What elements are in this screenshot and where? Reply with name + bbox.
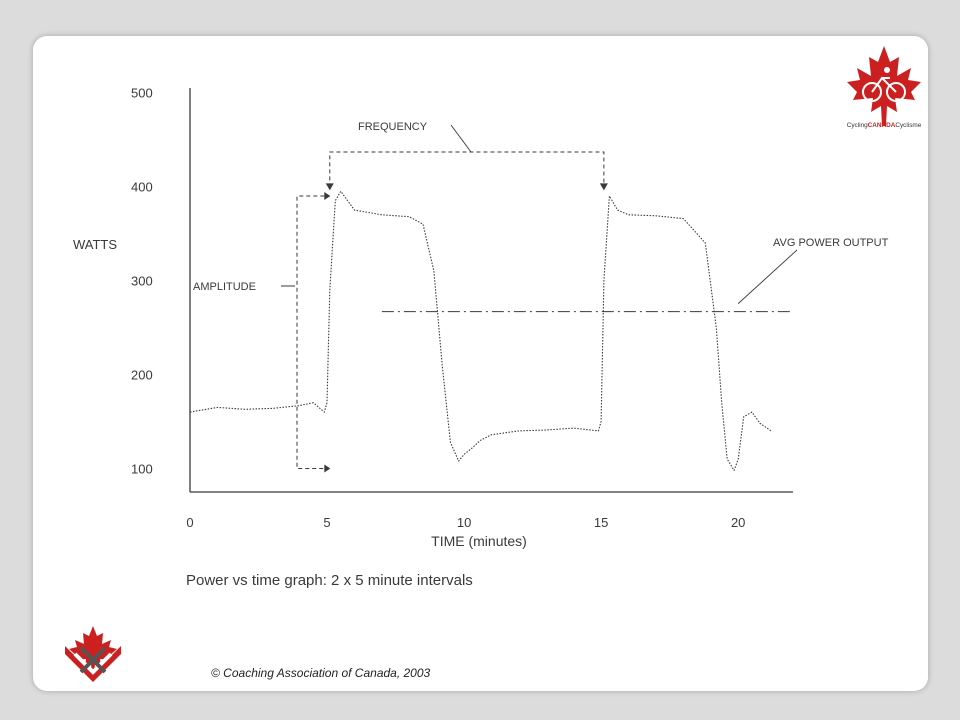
amplitude-bracket [297,196,324,468]
amplitude-arrow-top [324,192,330,200]
frequency-arrow-left [326,183,334,190]
coaching-association-logo [57,624,129,684]
y-axis-label: WATTS [73,237,118,252]
x-tick-label: 5 [323,515,331,530]
x-tick-label: 0 [186,515,194,530]
copyright-notice: © Coaching Association of Canada, 2003 [211,666,431,680]
x-tick-label: 10 [456,515,472,530]
x-axis-label: TIME (minutes) [431,533,527,549]
avg-power-label: AVG POWER OUTPUT [773,237,889,249]
x-tick-label: 20 [730,515,746,530]
avg-power-leader [738,250,797,304]
frequency-leader [451,125,471,152]
y-tick-label: 400 [131,179,153,195]
x-tick-label: 15 [593,515,609,530]
y-tick-label: 100 [131,461,153,477]
y-tick-label: 200 [131,367,153,383]
frequency-arrow-right [600,183,608,190]
slide [33,36,928,691]
amplitude-label: AMPLITUDE [193,281,256,293]
amplitude-arrow-bottom [324,465,330,473]
power-time-chart [33,36,928,691]
power-series-line [190,191,771,470]
cycling-canada-wordmark: CyclingCANADACyclisme [846,122,922,129]
chart-caption: Power vs time graph: 2 x 5 minute intervals [186,572,473,589]
frequency-bracket [330,152,604,187]
y-tick-label: 500 [131,85,153,101]
y-tick-label: 300 [131,273,153,289]
frequency-label: FREQUENCY [358,121,428,133]
